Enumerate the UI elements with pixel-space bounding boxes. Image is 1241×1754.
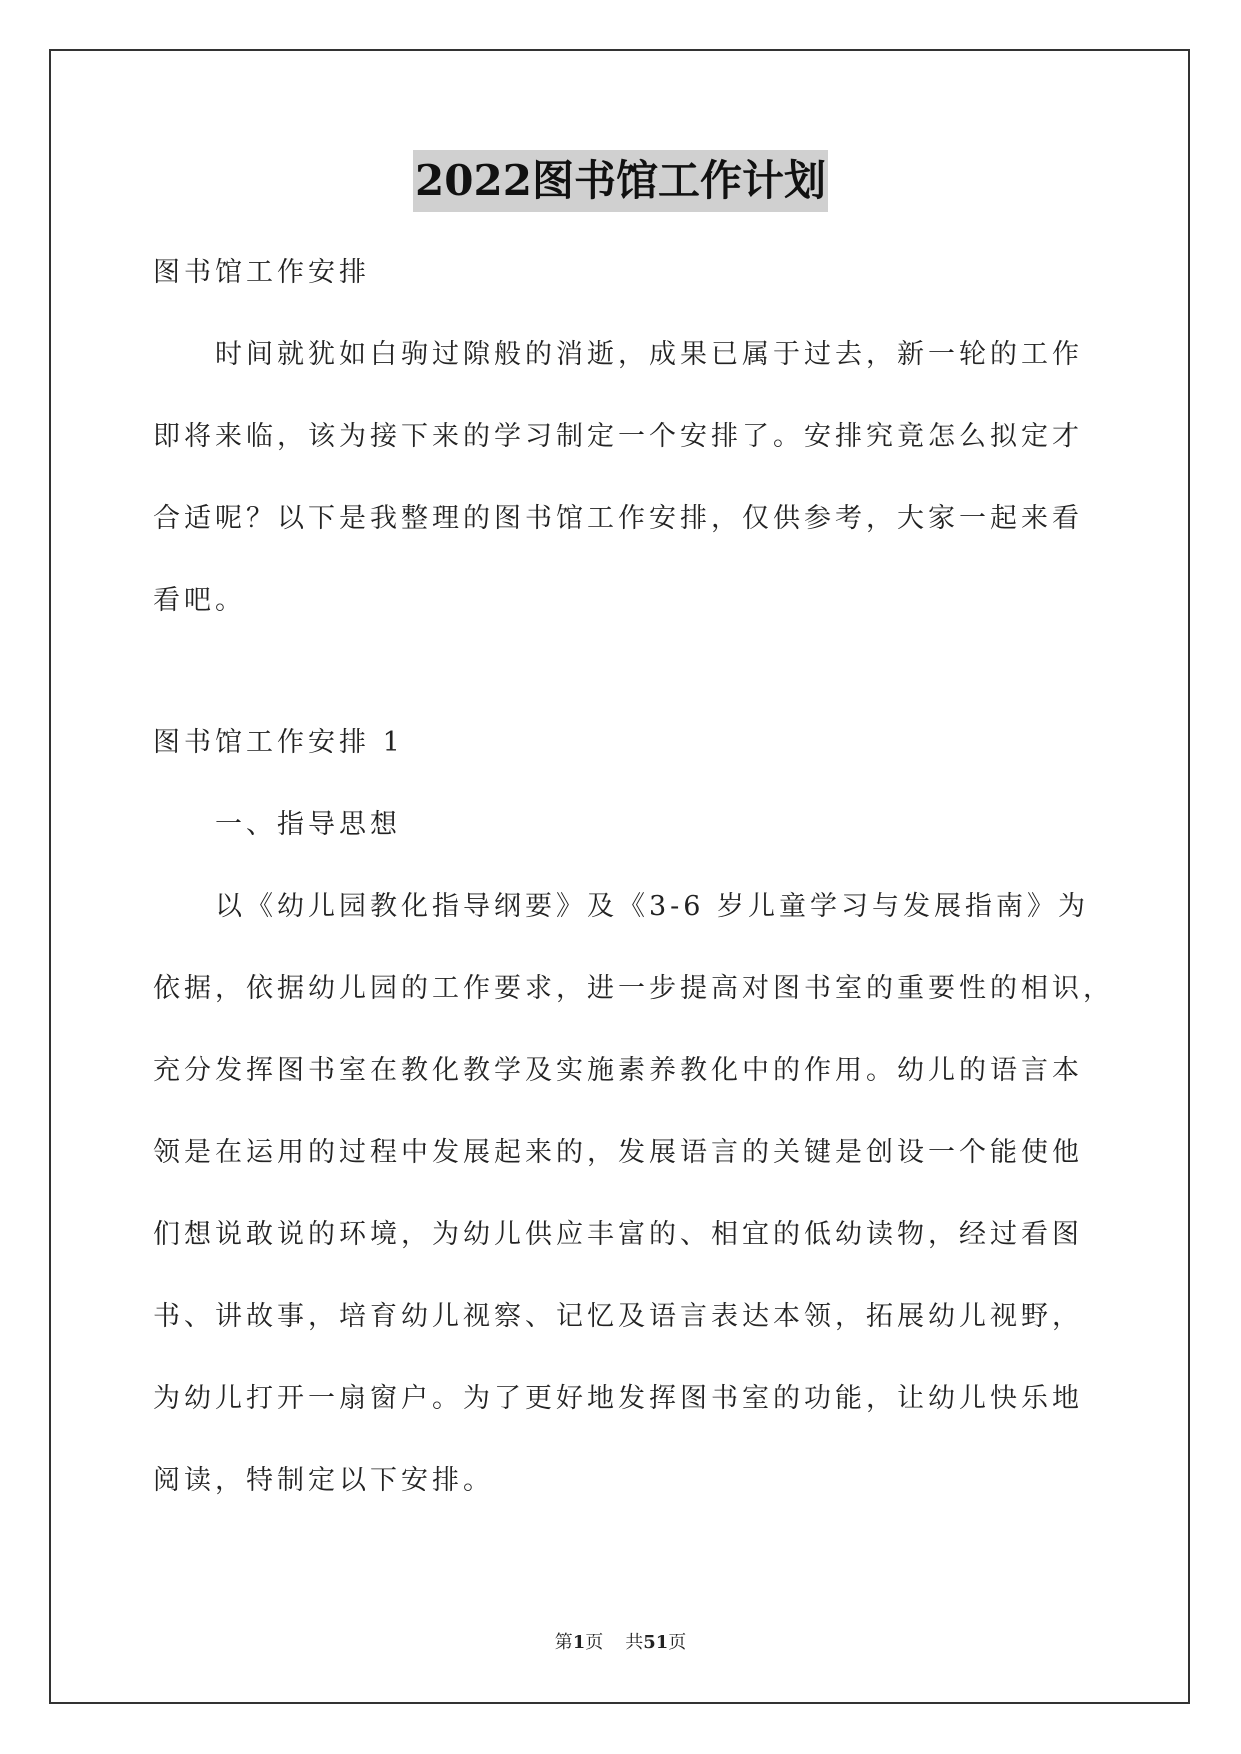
body-paragraph-line: 以《幼儿园教化指导纲要》及《3-6 岁儿童学习与发展指南》为 bbox=[215, 891, 1090, 922]
body-paragraph-line: 阅读，特制定以下安排。 bbox=[153, 1465, 494, 1496]
intro-paragraph-line: 看吧。 bbox=[153, 585, 246, 616]
body-paragraph-line: 依据，依据幼儿园的工作要求，进一步提高对图书室的重要性的相识， bbox=[153, 973, 1114, 1004]
body-paragraph-line: 领是在运用的过程中发展起来的，发展语言的关键是创设一个能使他 bbox=[153, 1137, 1083, 1168]
document-body bbox=[153, 232, 1114, 1522]
body-paragraph-line: 们想说敢说的环境，为幼儿供应丰富的、相宜的低幼读物，经过看图 bbox=[153, 1219, 1083, 1250]
document-title-wrapper bbox=[0, 150, 1241, 212]
intro-paragraph-line: 合适呢？以下是我整理的图书馆工作安排，仅供参考，大家一起来看 bbox=[153, 503, 1083, 534]
section-heading: 图书馆工作安排 1 bbox=[153, 727, 404, 758]
body-paragraph-line: 为幼儿打开一扇窗户。为了更好地发挥图书室的功能，让幼儿快乐地 bbox=[153, 1383, 1083, 1414]
total-suffix: 页 bbox=[668, 1632, 687, 1653]
subsection-heading: 一、指导思想 bbox=[215, 809, 401, 840]
page-footer bbox=[0, 1628, 1241, 1654]
page-suffix: 页 bbox=[585, 1632, 604, 1653]
intro-heading: 图书馆工作安排 bbox=[153, 257, 370, 288]
total-prefix: 共 bbox=[625, 1632, 644, 1653]
document-title: 2022图书馆工作计划 bbox=[413, 150, 828, 212]
intro-paragraph-line: 时间就犹如白驹过隙般的消逝，成果已属于过去，新一轮的工作 bbox=[215, 339, 1083, 370]
page-prefix: 第 bbox=[554, 1632, 573, 1653]
intro-paragraph-line: 即将来临，该为接下来的学习制定一个安排了。安排究竟怎么拟定才 bbox=[153, 421, 1083, 452]
page-current: 1 bbox=[572, 1632, 586, 1653]
body-paragraph-line: 书、讲故事，培育幼儿视察、记忆及语言表达本领，拓展幼儿视野， bbox=[153, 1301, 1083, 1332]
body-paragraph-line: 充分发挥图书室在教化教学及实施素养教化中的作用。幼儿的语言本 bbox=[153, 1055, 1083, 1086]
page-total: 51 bbox=[643, 1632, 669, 1653]
